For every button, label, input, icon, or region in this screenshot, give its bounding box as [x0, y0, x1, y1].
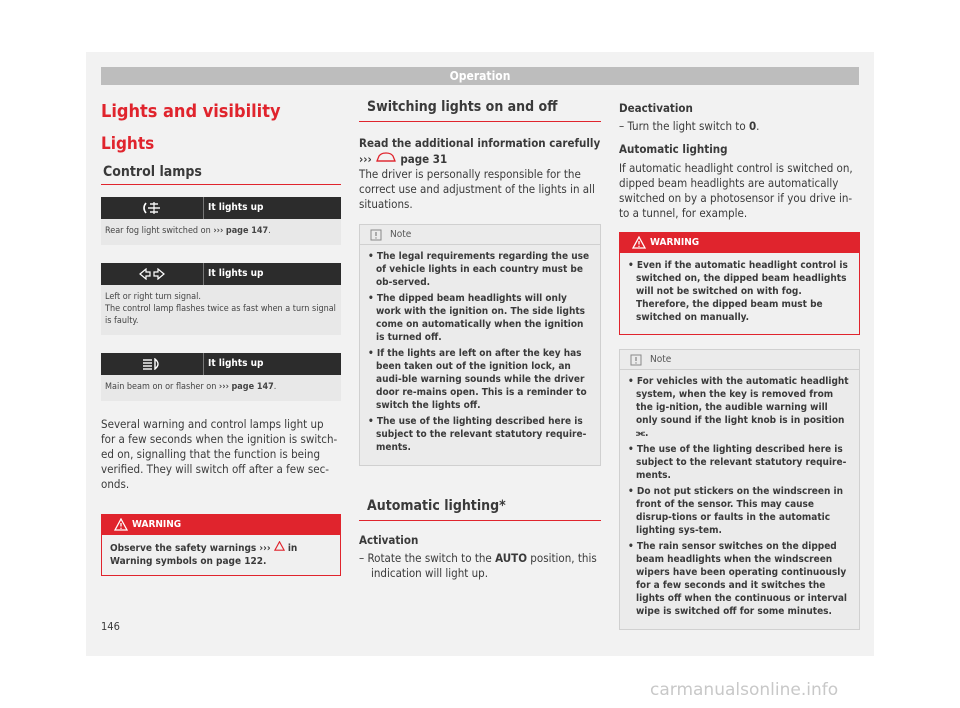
intro-text: [359, 136, 601, 167]
note-title: Note: [650, 354, 672, 365]
page-link[interactable]: page 147: [231, 382, 274, 392]
body-paragraph: If automatic headlight control is switched on, dipped beam headlights are automatically switched on by a photosensor if you drive in-to a tunnel, for example.: [619, 161, 853, 220]
subchapter-title: Lights: [101, 134, 155, 154]
step-text: Turn the light switch to: [627, 119, 746, 133]
page-link[interactable]: in Warning symbols on page 122: [110, 543, 298, 567]
car-book-icon: [375, 151, 397, 163]
note-icon: [370, 229, 382, 241]
list-item-text: For vehicles with the automatic headlight system, when the key is removed from the ig-nition, the audible warning will only sound if the light knob is in position ⫘.: [636, 376, 849, 439]
page-link[interactable]: page 31: [400, 152, 448, 166]
lamp-row-header: [101, 197, 341, 219]
intro-bold: Read the additional information carefully: [359, 136, 601, 150]
step-text: .: [756, 119, 760, 133]
section-title: Automatic lighting*: [359, 498, 601, 521]
column-right: [619, 95, 860, 630]
off-symbol: 0: [748, 119, 757, 133]
list-item-text: If the lights are left on after the key has been taken out of the ignition lock, an audi-ble warning sounds while the driver door re-mains open. This is a reminder to switch the lights off.: [376, 348, 587, 411]
warning-text-part: .: [263, 556, 267, 567]
subheading: Deactivation: [619, 101, 693, 115]
warning-text-part: Observe the safety warnings: [110, 543, 257, 554]
section-header: Operation: [101, 67, 859, 85]
list-item-text: Do not put stickers on the windscreen in front of the sensor. This may cause disrup-tions or faults in the automatic lighting sys-tem.: [636, 486, 844, 536]
list-item: • The dipped beam headlights will only work with the ignition on. The side lights come on automatically when the ignition is turned off.: [368, 293, 586, 343]
list-item: • If the lights are left on after the key has been taken out of the ignition lock, an audi-ble warning sounds while the driver door re-mains open. This is a reminder to switch the lights off.: [368, 348, 587, 411]
page-number: 146: [101, 620, 120, 633]
lamp-description: Main beam on or flasher on ››› page 147.: [101, 375, 341, 401]
warning-title: WARNING: [132, 519, 182, 530]
warning-triangle-icon: [632, 236, 646, 249]
column-middle: [359, 95, 601, 581]
warning-header: [102, 515, 340, 535]
note-body: [360, 245, 600, 465]
warning-title: WARNING: [650, 237, 700, 248]
note-title: Note: [390, 229, 412, 240]
lamp-status: It lights up: [208, 268, 264, 279]
list-item: • The legal requirements regarding the use of vehicle lights in each country must be ob-served.: [368, 251, 590, 288]
list-item-text: The legal requirements regarding the use of vehicle lights in each country must be ob-served.: [376, 251, 590, 288]
lamp-description: Rear fog light switched on ››› page 147.: [101, 219, 341, 245]
list-item: • The use of the lighting described here is subject to the relevant statutory require-ments.: [368, 416, 587, 453]
list-item: • The use of the lighting described here is subject to the relevant statutory require-ments.: [628, 444, 847, 481]
main-beam-icon: [101, 353, 204, 375]
note-body: [620, 370, 859, 629]
rear-fog-light-icon: [101, 197, 204, 219]
lamp-description-text: Left or right turn signal.: [105, 292, 201, 302]
dash: –: [359, 551, 365, 565]
chapter-title: Lights and visibility: [101, 101, 281, 122]
list-item-text: The rain sensor switches on the dipped beam headlights when the windscreen wipers have been operating continuously for a few seconds and it switches the lights off when the continuous or interval wipe is switched off for some minutes.: [636, 541, 847, 617]
page-link[interactable]: page 147: [225, 226, 269, 236]
warning-text: [620, 253, 859, 334]
list-item: • For vehicles with the automatic headlight system, when the key is removed from the ig-nition, the audible warning will only sound if the light knob is in position ⫘.: [628, 376, 849, 439]
list-item: • Even if the automatic headlight control is switched on, the dipped beam headlights will not be switched on with fog. Therefore, the dipped beam must be switched on manually.: [628, 260, 848, 323]
instruction-step: [359, 551, 601, 581]
warning-triangle-icon: [114, 518, 128, 531]
note-box: [359, 224, 601, 466]
instruction-step: [619, 119, 860, 134]
lamp-description-text: Rear fog light switched on: [105, 226, 211, 236]
list-item-text: The dipped beam headlights will only work with the ignition on. The side lights come on automatically when the ignition is turned off.: [376, 293, 586, 343]
warning-triangle-icon: [274, 541, 285, 551]
lamp-status: It lights up: [208, 202, 264, 213]
list-item-text: The use of the lighting described here is subject to the relevant statutory require-ments.: [636, 444, 847, 481]
lamp-row-header: [101, 353, 341, 375]
step-text: Rotate the switch to the: [367, 551, 492, 565]
ref-arrow: ›››: [218, 382, 229, 392]
note-header: [620, 350, 859, 370]
subheading: Activation: [359, 533, 419, 547]
note-box: [619, 349, 860, 630]
list-item: • The rain sensor switches on the dipped beam headlights when the windscreen wipers have been operating continuously for a few seconds and it switches the lights off when the continuous or interval wipe is switched off for some minutes.: [628, 541, 847, 617]
lamp-description-text: Main beam on or flasher on: [105, 382, 217, 392]
turn-signal-icon: [101, 263, 204, 285]
watermark: carmanualsonline.info: [650, 680, 839, 700]
warning-header: [620, 233, 859, 253]
lamp-row-header: [101, 263, 341, 285]
list-item: • Do not put stickers on the windscreen in front of the sensor. This may cause disrup-tions or faults in the automatic lighting sys-tem.: [628, 486, 844, 536]
warning-box: [101, 514, 341, 576]
auto-symbol: AUTO: [495, 551, 527, 565]
lamp-status: It lights up: [208, 358, 264, 369]
ref-arrow: ›››: [359, 152, 372, 166]
step-text: position, this indication will light up.: [371, 551, 597, 580]
section-title: Switching lights on and off: [359, 99, 601, 122]
control-lamps-table: [101, 197, 341, 401]
dash: –: [619, 119, 625, 133]
column-left: [101, 95, 341, 576]
warning-text: [102, 535, 340, 575]
section-title: Control lamps: [101, 164, 341, 185]
ref-arrow: ›››: [213, 226, 224, 236]
lamp-description-text: The control lamp flashes twice as fast when a turn signal is faulty.: [105, 304, 336, 326]
warning-box: [619, 232, 860, 335]
note-icon: [630, 354, 642, 366]
list-item-text: Even if the automatic headlight control is switched on, the dipped beam headlights will not be switched on with fog. Therefore, the dipped beam must be switched on manually.: [636, 260, 848, 323]
body-paragraph: Several warning and control lamps light up for a few seconds when the ignition is switch-ed on, signalling that the function is being verified. They will switch off after a few sec-onds.: [101, 417, 338, 491]
note-header: [360, 225, 600, 245]
ref-arrow: ›››: [259, 543, 271, 554]
list-item-text: The use of the lighting described here is subject to the relevant statutory require-ments.: [376, 416, 587, 453]
subheading: Automatic lighting: [619, 142, 728, 156]
body-paragraph: The driver is personally responsible for the correct use and adjustment of the lights in all situations.: [359, 167, 595, 211]
lamp-description: [101, 285, 341, 335]
